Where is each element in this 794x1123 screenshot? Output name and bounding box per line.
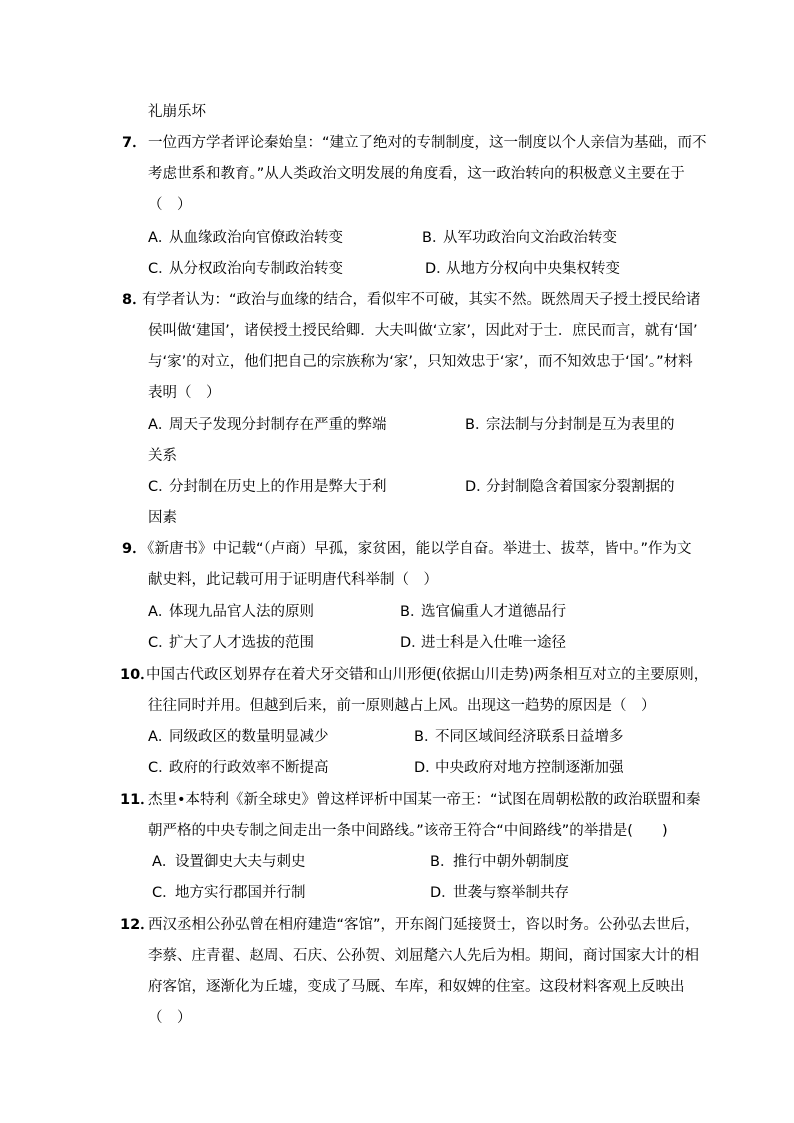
- option-label: A．: [148, 417, 173, 433]
- question-stem-line: 李蔡、庄青翟、赵周、石庆、公孙贺、刘屈氂六人先后为相。期间，商讨国家大计的相: [148, 948, 699, 964]
- option-text: 分封制在历史上的作用是弊大于利: [169, 479, 387, 495]
- option-text-continuation: 因素: [148, 510, 177, 526]
- question-stem-line: 中国古代政区划界存在着犬牙交错和山川形便(依据山川走势)两条相互对立的主要原则，: [146, 667, 709, 683]
- option-label: D．: [400, 635, 426, 651]
- question-stem-line: 考虑世系和教育。”从人类政治文明发展的角度看，这一政治转向的积极意义主要在于: [148, 166, 685, 182]
- answer-blank: （ ）: [148, 1010, 192, 1026]
- question-number: 9．: [122, 541, 147, 557]
- question-stem-line: 杰里•本特利《新全球史》曾这样评析中国某一帝王：“试图在周朝松散的政治联盟和秦: [148, 792, 701, 808]
- option-label: C．: [148, 635, 173, 651]
- option-text: 推行中朝外朝制度: [453, 854, 569, 870]
- option-label: B．: [414, 729, 439, 745]
- option-label: C．: [148, 479, 173, 495]
- option-text: 中央政府对地方控制逐渐加强: [435, 760, 624, 776]
- question-stem-line: 府客馆，逐渐化为丘墟，变成了马厩、车库，和奴婢的住室。这段材料客观上反映出: [148, 979, 685, 995]
- question-number: 12．: [120, 917, 155, 933]
- option-text: 政府的行政效率不断提高: [169, 760, 329, 776]
- option-label: C．: [148, 261, 173, 277]
- option-label: D．: [430, 885, 456, 901]
- option-label: D．: [414, 760, 440, 776]
- question-stem-line: 西汉丞相公孙弘曾在相府建造“客馆”，开东阁门延接贤士，咨以时务。公孙弘去世后，: [148, 917, 700, 933]
- option-text: 世袭与察举制共存: [453, 885, 569, 901]
- question-stem-line: 表明（ ）: [148, 385, 221, 401]
- option-label: C．: [152, 885, 177, 901]
- question-number: 8．: [122, 292, 147, 308]
- option-label: D．: [425, 261, 451, 277]
- question-number: 7．: [122, 135, 147, 151]
- option-label: B．: [465, 417, 490, 433]
- option-text: 周天子发现分封制存在严重的弊端: [169, 417, 387, 433]
- option-text: 选官偏重人才道德品行: [421, 604, 566, 620]
- question-stem-line: 朝严格的中央专制之间走出一条中间路线。”该帝王符合“中间路线”的举措是( ): [148, 823, 668, 839]
- option-text: 从分权政治向专制政治转变: [169, 261, 343, 277]
- question-number: 10．: [120, 667, 155, 683]
- option-label: C．: [148, 760, 173, 776]
- option-text: 体现九品官人法的原则: [169, 604, 314, 620]
- option-label: B．: [430, 854, 455, 870]
- option-label: D．: [465, 479, 491, 495]
- option-label: B．: [400, 604, 425, 620]
- option-text: 从血缘政治向官僚政治转变: [169, 230, 343, 246]
- option-text: 同级政区的数量明显减少: [169, 729, 329, 745]
- answer-blank: （ ）: [148, 197, 192, 213]
- question-stem-line: 侯叫做‘建国’，诸侯授土授民给卿．大夫叫做‘立家’，因此对于士．庶民而言，就有‘国’: [148, 323, 698, 339]
- option-text: 扩大了人才选拔的范围: [169, 635, 314, 651]
- question-stem-line: 与‘家’的对立，他们把自己的宗族称为‘家’，只知效忠于‘家’，而不知效忠于‘国’。”材料: [148, 354, 693, 370]
- question-stem-line: 往往同时并用。但越到后来，前一原则越占上风。出现这一趋势的原因是（ ）: [148, 698, 656, 714]
- question-stem-line: 一位西方学者评论秦始皇：“建立了绝对的专制制度，这一制度以个人亲信为基础，而不: [148, 135, 707, 151]
- option-label: A．: [148, 230, 173, 246]
- option-text: 从地方分权向中央集权转变: [446, 261, 620, 277]
- prev-question-tail: 礼崩乐坏: [148, 104, 206, 120]
- option-text: 分封制隐含着国家分裂割据的: [486, 479, 675, 495]
- option-label: A．: [148, 729, 173, 745]
- option-text: 设置御史大夫与刺史: [175, 854, 306, 870]
- question-stem-line: 献史料，此记载可用于证明唐代科举制（ ）: [148, 572, 438, 588]
- option-text-continuation: 关系: [148, 448, 177, 464]
- option-label: A．: [152, 854, 177, 870]
- option-text: 地方实行郡国并行制: [175, 885, 306, 901]
- option-text: 从军功政治向文治政治转变: [443, 230, 617, 246]
- question-stem-line: 《新唐书》中记载“（卢商）早孤，家贫困，能以学自奋。举进士、拔萃，皆中。”作为文: [140, 541, 692, 557]
- option-label: A．: [148, 604, 173, 620]
- question-number: 11．: [120, 792, 155, 808]
- option-text: 宗法制与分封制是互为表里的: [486, 417, 675, 433]
- option-label: B．: [422, 230, 447, 246]
- question-stem-line: 有学者认为：“政治与血缘的结合，看似牢不可破，其实不然。既然周天子授土授民给诸: [142, 292, 701, 308]
- option-text: 进士科是入仕唯一途径: [421, 635, 566, 651]
- option-text: 不同区域间经济联系日益增多: [435, 729, 624, 745]
